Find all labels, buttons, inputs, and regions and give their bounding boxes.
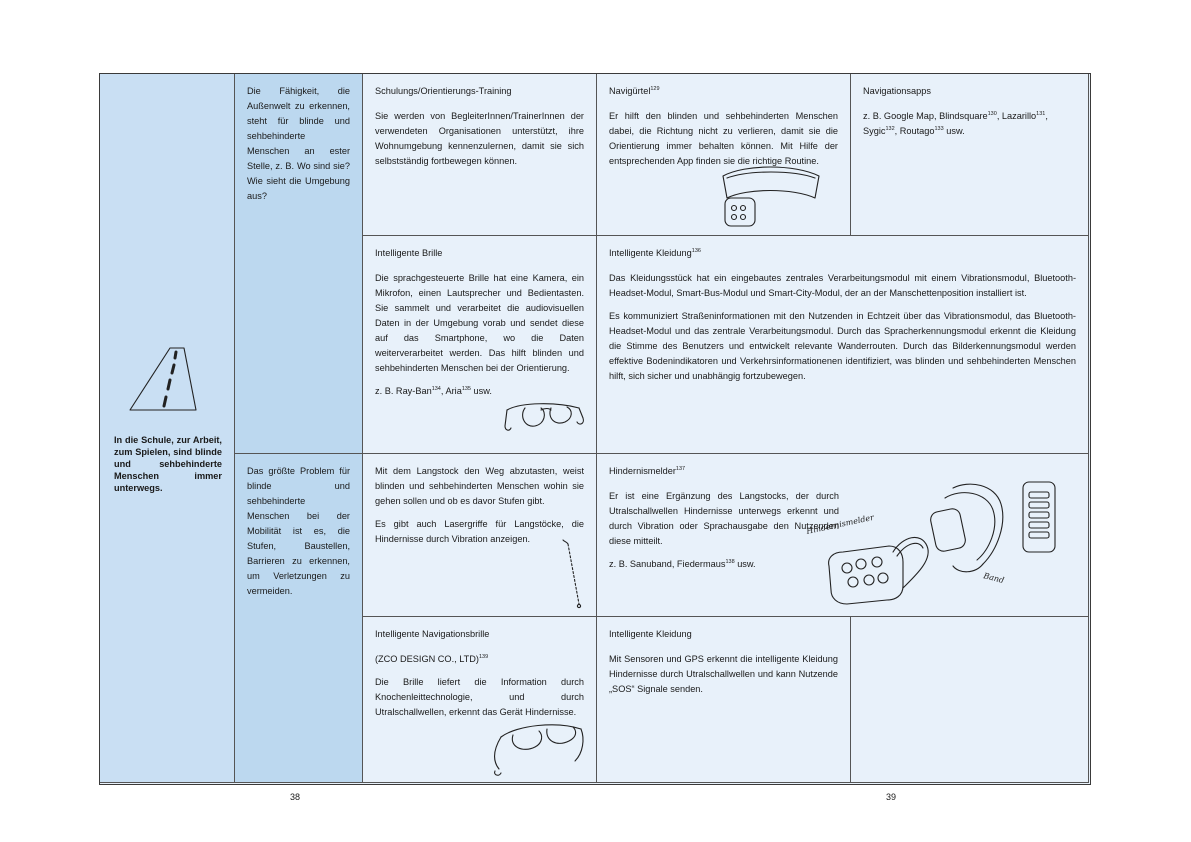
white-cane-icon [559, 538, 589, 612]
navigation-glasses-icon [487, 713, 587, 779]
cell-navbrille [363, 617, 597, 783]
navapps-mid1: , Lazarillo [996, 111, 1037, 121]
cell-hindernis [597, 454, 1089, 617]
hindernis-sketch-label2: Band [982, 571, 1005, 586]
cell-navigurtel [597, 74, 851, 236]
column1-cell [100, 74, 235, 783]
cell-kleidung1 [597, 236, 1089, 454]
glasses-icon [501, 396, 587, 440]
navbrille-title: Intelligente Navigationsbrille [375, 629, 490, 639]
brille-fn1: 134 [431, 385, 441, 392]
hindernis-post: usw. [734, 559, 756, 569]
navbrille-footnote: 139 [478, 653, 489, 660]
kleidung1-footnote: 136 [691, 247, 701, 254]
brille-title: Intelligente Brille [375, 248, 443, 258]
brille-post: usw. [471, 386, 492, 396]
brille-mid1: , Aria [440, 386, 462, 396]
navigurtel-body: Er hilft den blinden und sehbehinderten Menschen dabei, die Richtung nicht zu verlieren, damit sie die Orientierung immer behalten können. Mit Hilfe der entsprechenden App finden sie die richtige Routine. [609, 111, 838, 166]
content-table [99, 73, 1091, 785]
wristband-icon [929, 474, 1021, 586]
navbrille-maker-text: (ZCO DESIGN CO., LTD) [375, 654, 479, 664]
training-title: Schulungs/Orientierungs-Training [375, 86, 512, 96]
brille-fn2: 135 [461, 385, 471, 392]
column2-bottom-text: Das größte Problem für blinde und sehbehinderte Menschen bei der Mobilität ist es, die Stufen, Baustellen, Barrieren zu erkennen, um Verletzungen zu vermeiden. [247, 466, 350, 596]
hindernis-body: Er ist eine Ergänzung des Langstocks, der durch Utralschallwellen Hindernisse unterwegs erkennt und durch Vibration oder Sprachausgabe den Nutzenden diese mitteilt. [609, 491, 839, 546]
hindernis-title [609, 464, 839, 479]
hindernis-examples-pre: z. B. Sanuband, Fiedermaus [609, 559, 726, 569]
langstock-body1: Mit dem Langstock den Weg abzutasten, weist blinden und sehbehinderten Menschen wohin sie gehen sollen und ob es davor Stufen gibt. [375, 466, 584, 506]
hindernis-sketch-label1: Hindernismelder [805, 512, 875, 536]
cell-empty [851, 617, 1089, 783]
obstacle-detector-icon [803, 506, 943, 612]
brille-body: Die sprachgesteuerte Brille hat eine Kamera, ein Mikrofon, einen Lautsprecher und Bedientasten. Sie sammelt und verarbeitet die audiovisuellen Daten in der Umgebung vorab und sendet diese auf das Smartphone, wo die Daten weiterverarbeitet werden. Das hilft blinden und sehbehinderten Menschen bei der Orientierung. [375, 273, 584, 373]
kleidung1-title-text: Intelligente Kleidung [609, 248, 692, 258]
navapps-fn3: 132 [885, 125, 895, 132]
page-number-left: 38 [290, 792, 301, 802]
navigurtel-title [609, 84, 838, 99]
belt-device-icon [715, 162, 825, 230]
column2-top-text: Die Fähigkeit, die Außenwelt zu erkennen, steht für blinde und sehbehinderte Menschen an ester Stelle, z. B. Wo sind sie? Wie sieht die Umgebung aus? [247, 86, 350, 201]
langstock-body2: Es gibt auch Lasergriffe für Langstöcke, die Hindernisse durch Vibration anzeigen. [375, 519, 584, 544]
cell-langstock [363, 454, 597, 617]
training-body: Sie werden von BegleiterInnen/TrainerInnen der verwendeten Organisationen unterstützt, ihre Wohnumgebung kennenzulernen, damit sie sich selbstständig fortbewegen können. [375, 111, 584, 166]
column2-top-cell [235, 74, 363, 454]
navapps-mid2: , Sygic [863, 111, 1048, 136]
column2-bottom-cell [235, 454, 363, 783]
kleidung2-title: Intelligente Kleidung [609, 629, 692, 639]
hindernis-footnote: 137 [675, 465, 686, 472]
brille-examples-pre: z. B. Ray-Ban [375, 386, 432, 396]
cell-brille [363, 236, 597, 454]
column1-text: In die Schule, zur Arbeit, zum Spielen, sind blinde und sehbehinderte Menschen immer unterwegs. [114, 435, 222, 493]
phone-app-icon [1015, 478, 1063, 556]
cell-kleidung2 [597, 617, 851, 783]
navapps-title: Navigationsapps [863, 86, 931, 96]
navigurtel-title-text: Navigürtel [609, 86, 651, 96]
kleidung1-body2: Es kommuniziert Straßeninformationen mit den Nutzenden in Echtzeit über das Vibrationsmodul, das Bluetooth-Headset-Modul und das zentrale Verarbeitungsmodul. Durch das Spracherkennungsmodul erkennt die Kleidung die Stimme des Benutzers und entwickelt relevante Wanderrouten. Durch das Bilderkennungsmodul werden effektive Bodenindikatoren und Verkehrsinformationenen identifiziert, was blinden und sehbehinderten Menschen hilft, sich sicher und unabhängig fortzubewegen. [609, 311, 1076, 381]
kleidung1-title [609, 246, 1076, 261]
navigurtel-footnote: 129 [650, 85, 660, 92]
navbrille-maker [375, 652, 584, 667]
navapps-post: usw. [943, 126, 965, 136]
page-number-right: 39 [886, 792, 897, 802]
kleidung2-body: Mit Sensoren und GPS erkennt die intelligente Kleidung Hindernisse durch Utralschallwellen und kann Nutzende „SOS“ Signale senden. [609, 654, 838, 694]
navbrille-body: Die Brille liefert die Information durch Knochenleittechnologie, und durch Utralschallwellen, erkennt das Gerät Hindernisse. [375, 677, 584, 717]
cell-navapps [851, 74, 1089, 236]
navapps-fn1: 130 [987, 110, 997, 117]
cell-training [363, 74, 597, 236]
navapps-fn2: 131 [1036, 110, 1046, 117]
hindernis-title-text: Hindernismelder [609, 466, 676, 476]
kleidung1-body1: Das Kleidungsstück hat ein eingebautes zentrales Verarbeitungsmodul mit einem Vibrationsmodul, Bluetooth-Headset-Modul, Smart-Bus-Modul und Smart-City-Modul, der an der Manschettenposition installiert ist. [609, 273, 1076, 298]
navapps-fn4: 133 [934, 125, 944, 132]
navapps-examples [863, 109, 1076, 139]
hindernis-fn1: 138 [725, 558, 735, 565]
navapps-examples-pre: z. B. Google Map, Blindsquare [863, 111, 988, 121]
road-icon [126, 346, 208, 414]
navapps-mid3: , Routago [894, 126, 935, 136]
